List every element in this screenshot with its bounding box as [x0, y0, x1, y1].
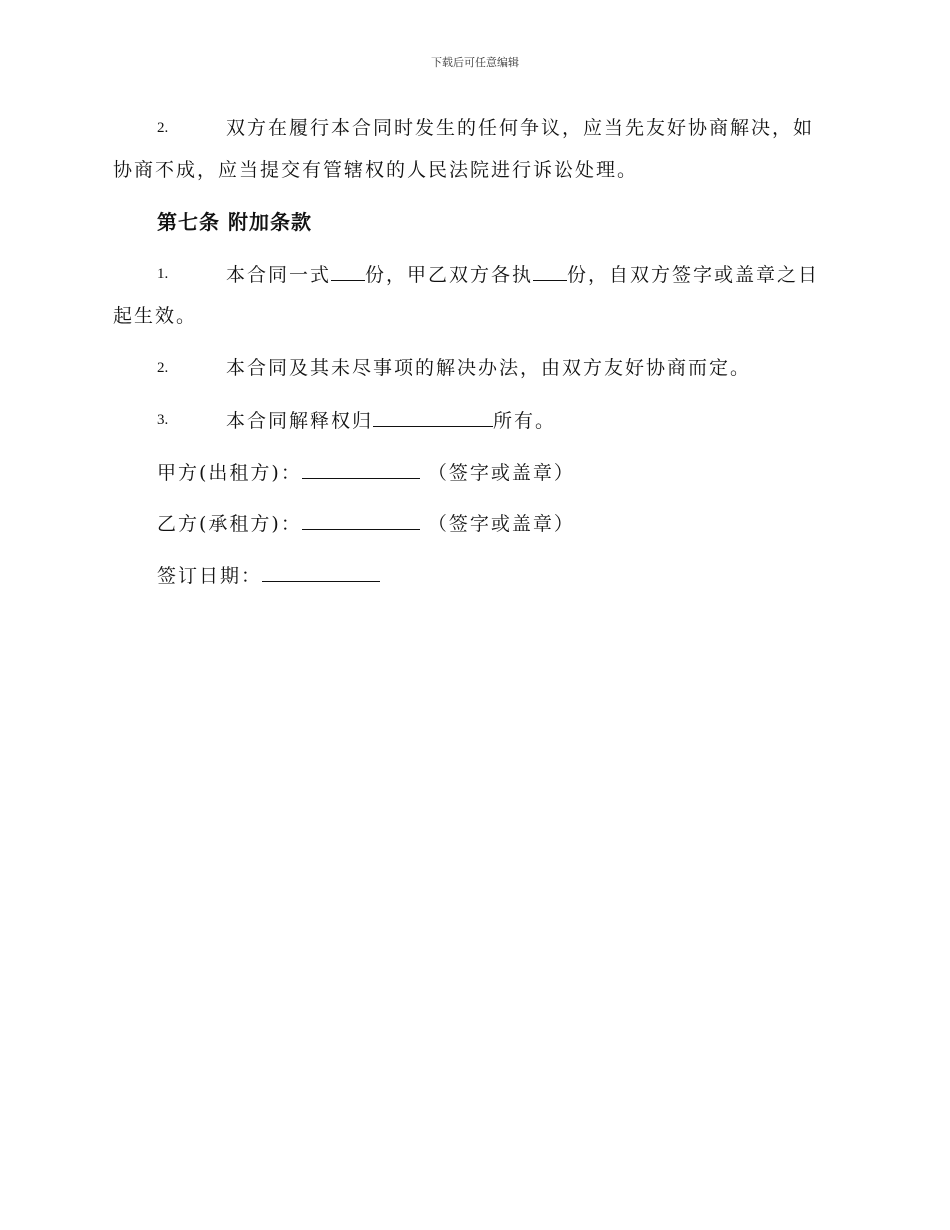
- item-number: 2.: [157, 360, 169, 376]
- party-b-note: （签字或盖章）: [427, 513, 575, 535]
- party-b-signature-line: [157, 511, 575, 536]
- section-heading: 第七条 附加条款: [157, 210, 312, 234]
- paragraph-line: 协商不成，应当提交有管辖权的人民法院进行诉讼处理。: [113, 159, 639, 181]
- item-number: 2.: [157, 120, 169, 136]
- party-a-note: （签字或盖章）: [427, 462, 575, 484]
- text-segment: 本合同一式: [226, 264, 332, 286]
- paragraph-line: [226, 408, 556, 433]
- paragraph-line: 起生效。: [113, 305, 198, 327]
- text-segment: 份，甲乙双方各执: [365, 264, 534, 286]
- party-a-signature-blank[interactable]: [302, 460, 420, 479]
- paragraph-line: 双方在履行本合同时发生的任何争议，应当先友好协商解决，如: [226, 117, 815, 139]
- item-number: 3.: [157, 412, 169, 428]
- date-label: 签订日期：: [157, 565, 263, 587]
- party-b-signature-blank[interactable]: [302, 511, 420, 530]
- signing-date-line: [157, 563, 380, 588]
- text-segment: 本合同解释权归: [226, 410, 374, 432]
- paragraph-line: 本合同及其未尽事项的解决办法，由双方友好协商而定。: [226, 357, 752, 379]
- blank-copies-each[interactable]: [533, 262, 567, 281]
- blank-copies-total[interactable]: [331, 262, 365, 281]
- party-b-label: 乙方(承租方)：: [157, 513, 302, 535]
- signing-date-blank[interactable]: [262, 563, 380, 582]
- text-segment: 份，自双方签字或盖章之日: [567, 264, 820, 286]
- party-a-signature-line: [157, 460, 575, 485]
- item-number: 1.: [157, 266, 169, 282]
- paragraph-line: [226, 262, 819, 287]
- page-header: 下载后可任意编辑: [431, 56, 519, 69]
- party-a-label: 甲方(出租方)：: [157, 462, 302, 484]
- text-segment: 所有。: [493, 410, 557, 432]
- blank-interpretation-owner[interactable]: [373, 408, 493, 427]
